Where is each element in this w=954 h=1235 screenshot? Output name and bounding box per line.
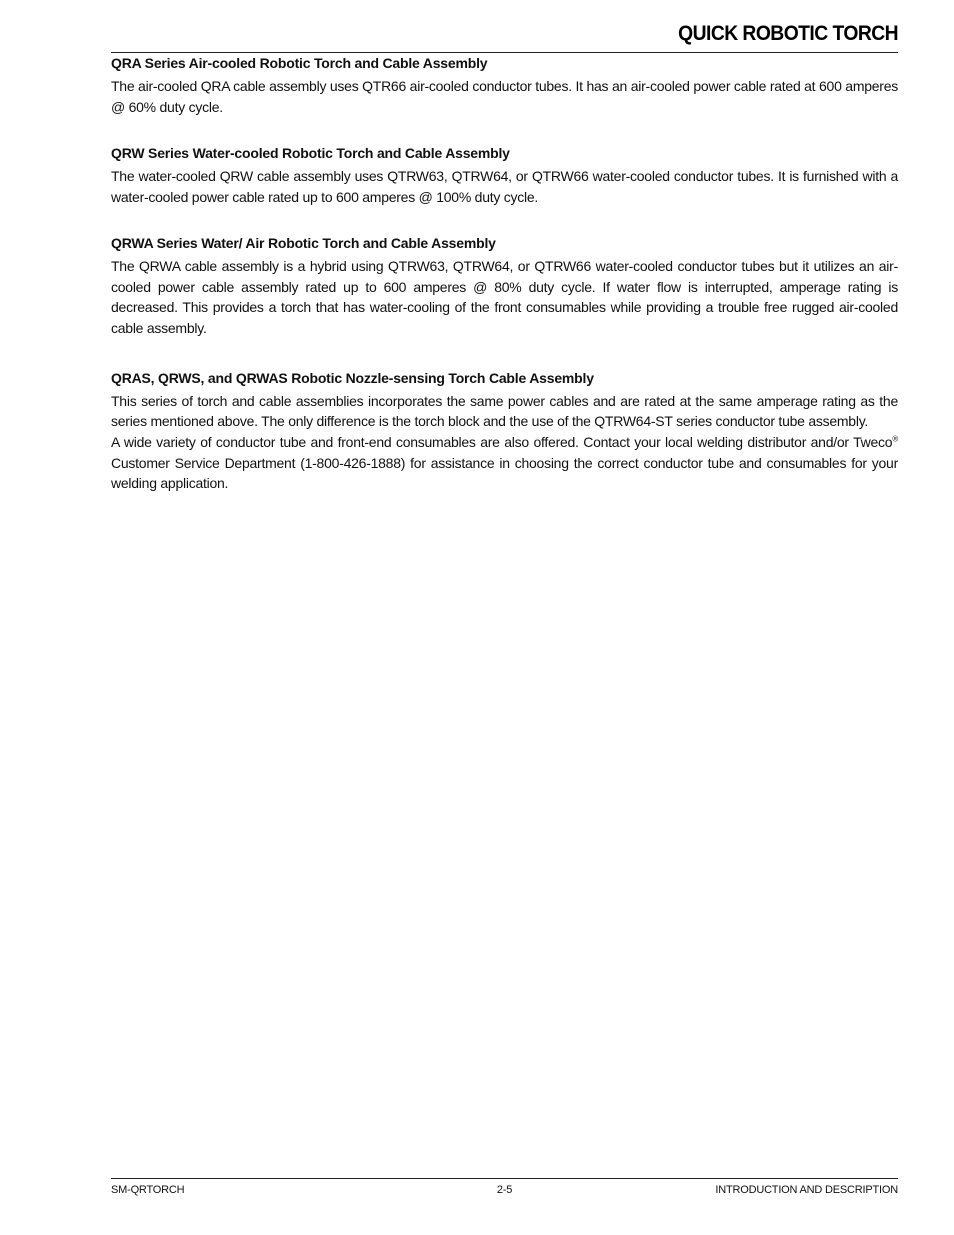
chapter-title: INTRODUCTION AND DESCRIPTION <box>715 1184 898 1196</box>
section-paragraph: The QRWA cable assembly is a hybrid using QTRW63, QTRW64, or QTRW66 water-cooled conductor tubes but it utilizes an air-cooled power cable assembly rated up to 600 amperes @ 80% duty cycle. If water flow is interrupted, amperage rating is decreased. This provides a torch that has water-cooling of the front consumables while providing a trouble free rugged air-cooled cable assembly. <box>111 257 898 336</box>
page-header <box>111 20 898 53</box>
section-paragraph: The air-cooled QRA cable assembly uses QTR66 air-cooled conductor tubes. It has an air-cooled power cable rated at 600 amperes @ 60% duty cycle. <box>111 78 898 115</box>
section-qra <box>111 53 898 117</box>
page-title: QUICK ROBOTIC TORCH <box>678 22 898 45</box>
section-qrw <box>111 143 898 207</box>
closing-paragraph <box>111 432 898 494</box>
document-body <box>111 53 898 494</box>
closing-text-part1: A wide variety of conductor tube and front-end consumables are also offered. Contact your local welding distributor and/or Tweco <box>111 434 893 451</box>
section-heading: QRWA Series Water/ Air Robotic Torch and Cable Assembly <box>111 234 496 251</box>
section-heading: QRA Series Air-cooled Robotic Torch and Cable Assembly <box>111 55 488 71</box>
section-paragraph: The water-cooled QRW cable assembly uses QTRW63, QTRW64, or QTRW66 water-cooled conductor tubes. It is furnished with a water-cooled power cable rated up to 600 amperes @ 100% duty cycle. <box>111 168 898 206</box>
section-paragraph: This series of torch and cable assemblies incorporates the same power cables and are rated at the same amperage rating as the series mentioned above. The only difference is the torch block and the use of the QTRW64-ST series conductor tube assembly. <box>111 392 898 430</box>
document-code: SM-QRTORCH <box>111 1184 185 1196</box>
closing-text-part2: Customer Service Department (1-800-426-1888) for assistance in choosing the correct conductor tube and consumables for your welding application. <box>111 454 898 492</box>
section-qrwa <box>111 233 898 339</box>
page-number: 2-5 <box>496 1184 513 1196</box>
page-footer <box>111 1178 898 1201</box>
section-heading: QRW Series Water-cooled Robotic Torch and Cable Assembly <box>111 145 510 162</box>
section-heading: QRAS, QRWS, and QRWAS Robotic Nozzle-sensing Torch Cable Assembly <box>111 369 594 386</box>
section-nozzle-sensing <box>111 368 898 432</box>
registered-trademark: ® <box>892 434 898 444</box>
